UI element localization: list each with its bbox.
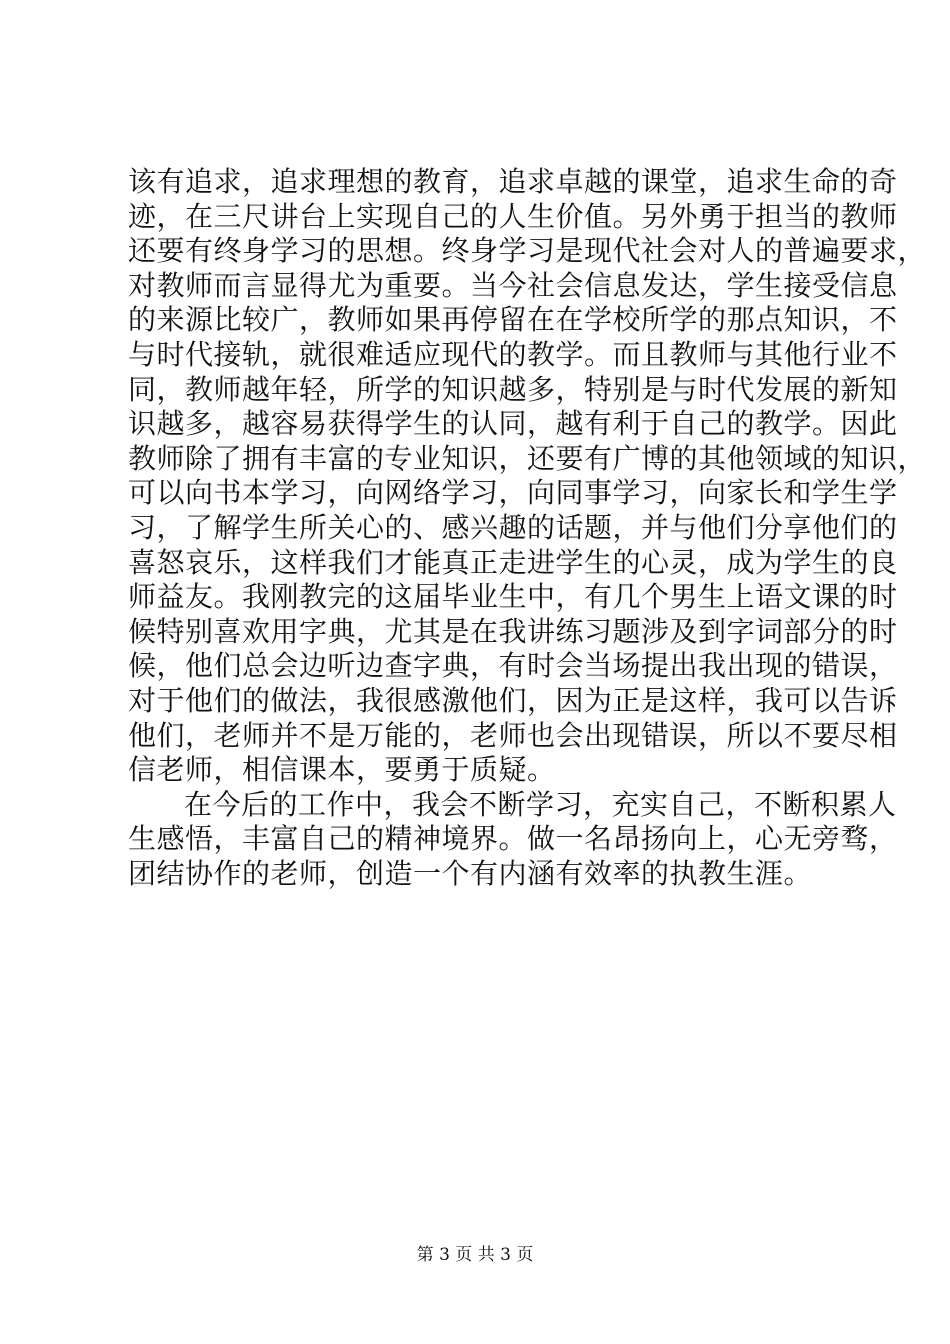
text-line: 候，他们总会边听边查字典，有时会当场提出我出现的错误， [128, 649, 898, 683]
text-line: 生感悟，丰富自己的精神境界。做一名昂扬向上，心无旁骛， [128, 822, 898, 856]
text-line: 识越多，越容易获得学生的认同，越有利于自己的教学。因此 [128, 407, 898, 441]
text-line: 还要有终身学习的思想。终身学习是现代社会对人的普遍要求， [128, 234, 927, 268]
text-line: 候特别喜欢用字典，尤其是在我讲练习题涉及到字词部分的时 [128, 614, 898, 648]
text-line: 师益友。我刚教完的这届毕业生中，有几个男生上语文课的时 [128, 580, 898, 614]
text-line: 同，教师越年轻，所学的知识越多，特别是与时代发展的新知 [128, 372, 898, 406]
text-line: 信老师，相信课本，要勇于质疑。 [128, 753, 556, 787]
page-footer: 第 3 页 共 3 页 [416, 1245, 534, 1265]
text-line: 他们，老师并不是万能的，老师也会出现错误，所以不要尽相 [128, 718, 898, 752]
text-line: 喜怒哀乐，这样我们才能真正走进学生的心灵，成为学生的良 [128, 545, 898, 579]
text-line: 习，了解学生所关心的、感兴趣的话题，并与他们分享他们的 [128, 510, 898, 544]
text-line: 团结协作的老师，创造一个有内涵有效率的执教生涯。 [128, 856, 813, 890]
body-text [128, 165, 927, 891]
text-line: 与时代接轨，就很难适应现代的教学。而且教师与其他行业不 [128, 337, 898, 371]
text-line: 教师除了拥有丰富的专业知识，还要有广博的其他领域的知识， [128, 441, 927, 475]
text-line: 该有追求，追求理想的教育，追求卓越的课堂，追求生命的奇 [128, 165, 898, 198]
text-line: 的来源比较广，教师如果再停留在在学校所学的那点知识，不 [128, 303, 898, 337]
text-line: 对教师而言显得尤为重要。当今社会信息发达，学生接受信息 [128, 268, 898, 302]
text-line: 可以向书本学习，向网络学习，向同事学习，向家长和学生学 [128, 476, 898, 510]
text-line: 对于他们的做法，我很感激他们，因为正是这样，我可以告诉 [128, 683, 898, 717]
text-line: 迹，在三尺讲台上实现自己的人生价值。另外勇于担当的教师 [128, 199, 898, 233]
paragraph-first-line: 在今后的工作中，我会不断学习，充实自己，不断积累人 [184, 787, 897, 821]
